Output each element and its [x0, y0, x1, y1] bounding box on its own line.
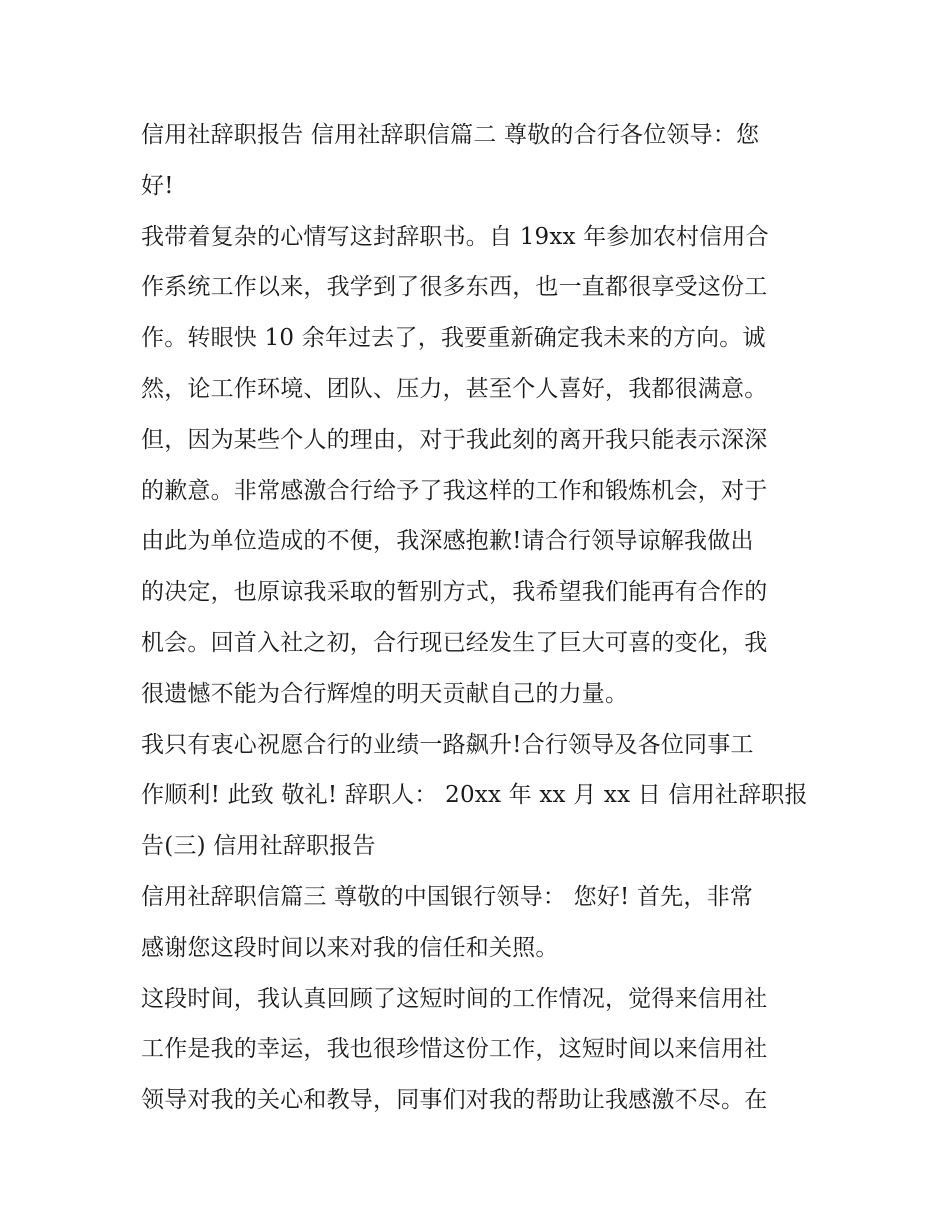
text-line: 的歉意。非常感激合行给予了我这样的工作和锻炼机会，对于	[141, 477, 768, 504]
text-line: 我只有衷心祝愿合行的业绩一路飙升!合行领导及各位同事工	[141, 731, 754, 758]
text-line: 告(三) 信用社辞职报告	[141, 833, 376, 860]
text-line: 的决定，也原谅我采取的暂别方式，我希望我们能再有合作的	[141, 579, 768, 606]
text-line: 领导对我的关心和教导，同事们对我的帮助让我感激不尽。在	[141, 1087, 768, 1114]
text-line: 然，论工作环境、团队、压力，甚至个人喜好，我都很满意。	[141, 375, 768, 402]
text-line: 工作是我的幸运，我也很珍惜这份工作，这短时间以来信用社	[141, 1036, 768, 1063]
text-line: 我带着复杂的心情写这封辞职书。自 19xx 年参加农村信用合	[141, 223, 769, 250]
text-line: 机会。回首入社之初，合行现已经发生了巨大可喜的变化，我	[141, 629, 768, 656]
text-line: 作系统工作以来，我学到了很多东西，也一直都很享受这份工	[141, 274, 768, 301]
document-body	[141, 110, 821, 1126]
text-line: 好!	[141, 172, 174, 199]
text-line: 这段时间，我认真回顾了这短时间的工作情况，觉得来信用社	[141, 985, 768, 1012]
text-line: 作顺利! 此致 敬礼! 辞职人： 20xx 年 xx 月 xx 日 信用社辞职报	[141, 782, 808, 809]
text-line: 但，因为某些个人的理由，对于我此刻的离开我只能表示深深	[141, 426, 768, 453]
text-line: 感谢您这段时间以来对我的信任和关照。	[141, 934, 559, 961]
text-line: 信用社辞职信篇三 尊敬的中国银行领导： 您好! 首先，非常	[141, 883, 753, 910]
text-line: 信用社辞职报告 信用社辞职信篇二 尊敬的合行各位领导：您	[141, 122, 760, 148]
text-line: 很遗憾不能为合行辉煌的明天贡献自己的力量。	[141, 680, 629, 707]
text-line: 作。转眼快 10 余年过去了，我要重新确定我未来的方向。诚	[141, 325, 766, 352]
text-line: 由此为单位造成的不便，我深感抱歉!请合行领导谅解我做出	[141, 528, 754, 555]
